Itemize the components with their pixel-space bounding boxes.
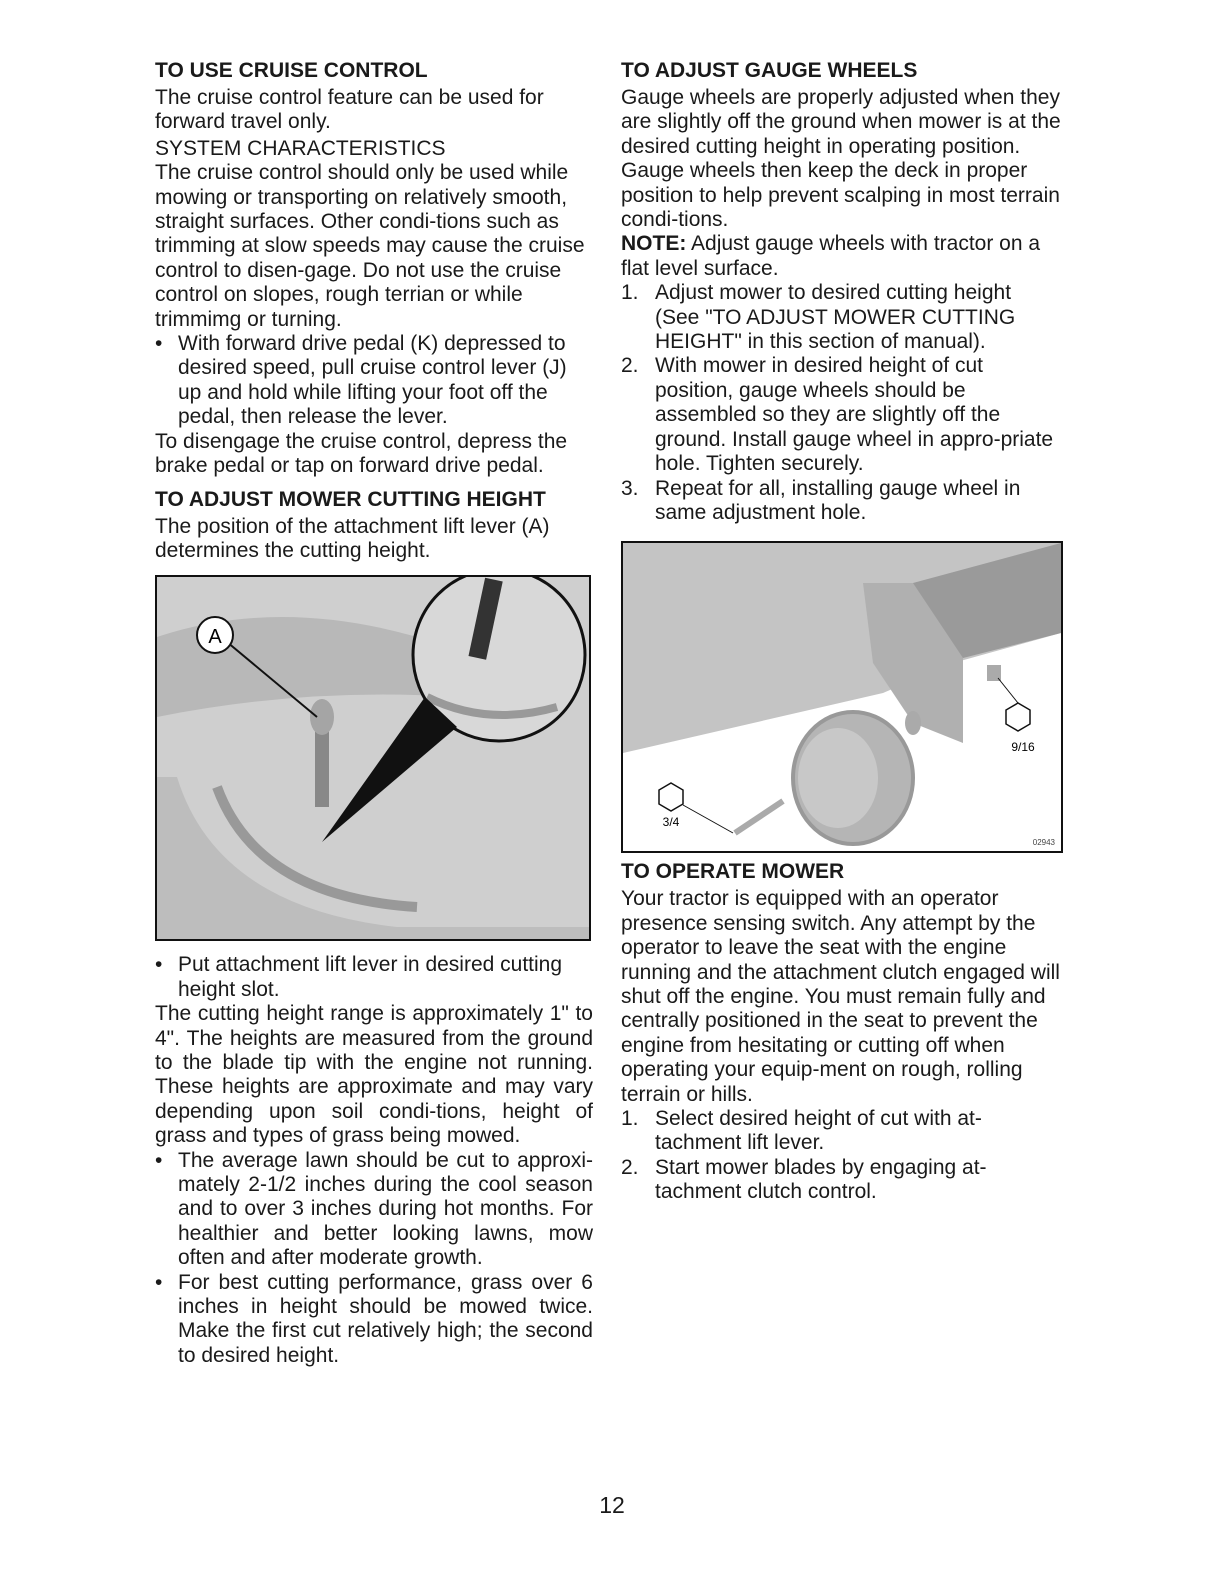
list-item — [155, 1149, 593, 1271]
step-number: 2. — [621, 354, 639, 378]
list-item — [621, 477, 1061, 526]
step-number: 1. — [621, 1106, 639, 1130]
lift-lever-figure — [155, 575, 591, 941]
list-item — [621, 1156, 1061, 1205]
paragraph: The cruise control feature can be used for forward travel only. — [155, 86, 544, 134]
list-item — [155, 953, 593, 1002]
page-number: 12 — [599, 1492, 625, 1518]
subheading: SYSTEM CHARACTERISTICS — [155, 136, 446, 160]
left-column — [155, 58, 593, 1368]
list-item — [155, 1271, 593, 1369]
list-item-text: With mower in desired height of cut position, gauge wheels should be assembled so they are slightly off the ground. Install gauge wheel in appro-priate hole. Tighten securely. — [655, 354, 1054, 476]
list-item-text: The average lawn should be cut to approxi-mately 2-1/2 inches during the cool season and to over 3 inches during hot months. For healthier and better looking lawns, mow often and after moderate growth. — [178, 1148, 593, 1270]
section-heading: TO ADJUST GAUGE WHEELS — [621, 59, 918, 82]
paragraph: Your tractor is equipped with an operator presence sensing switch. Any attempt by the operator to leave the seat with the engine running and the attachment clutch engaged will shut off the engine. You must remain fully and centrally positioned in the seat to prevent the engine from hesitating or cutting off when operating your equip-ment on rough, rolling terrain or hills. — [621, 887, 1060, 1106]
note-text: Adjust gauge wheels with tractor on a flat level surface. — [621, 232, 1041, 280]
step-number: 3. — [621, 476, 639, 500]
list-item-text: Start mower blades by engaging at-tachment clutch control. — [655, 1155, 987, 1204]
gauge-wheels-section — [621, 58, 1061, 853]
list-item-text: With forward drive pedal (K) depressed to desired speed, pull cruise control lever (J) up and hold while lifting your foot off the pedal, then release the lever. — [178, 332, 567, 429]
bullet: • — [155, 1148, 163, 1172]
paragraph: The cutting height range is approximately 1" to 4". The heights are measured from the ground to the blade tip with the engine not running. These heights are approximate and may vary depending upon soil condi-tions, height of grass and types of grass being mowed. — [155, 1002, 593, 1148]
list-item-text: For best cutting performance, grass over 6 inches in height should be mowed twice. Make the first cut relatively high; the second to desired height. — [178, 1270, 593, 1367]
paragraph: The cruise control should only be used while mowing or transporting on relatively smooth, straight surfaces. Other condi-tions such as trimming at slow speeds may cause the cruise control to disen-gage. Do not use the cruise control on slopes, rough terrian or while trimmimg or turning. — [155, 161, 585, 331]
figure-callout-a: A — [208, 626, 222, 649]
list-item — [621, 281, 1061, 354]
gauge-wheel-figure — [621, 541, 1063, 853]
right-column — [621, 58, 1061, 1205]
operate-mower-section — [621, 859, 1061, 1204]
step-number: 1. — [621, 281, 639, 305]
paragraph: Gauge wheels are properly adjusted when they are slightly off the ground when mower is at the desired cutting height in operating position. Gauge wheels then keep the deck in proper position to help prevent scalping in most terrain condi-tions. — [621, 86, 1061, 232]
cruise-control-section — [155, 58, 593, 479]
bullet: • — [155, 953, 163, 977]
paragraph: The position of the attachment lift lever (A) determines the cutting height. — [155, 514, 550, 562]
list-item-text: Put attachment lift lever in desired cutting height slot. — [178, 953, 563, 1001]
bullet: • — [155, 1270, 163, 1294]
nut-size-label: 9/16 — [1011, 740, 1035, 755]
list-item-text: Repeat for all, installing gauge wheel in same adjustment hole. — [655, 476, 1021, 524]
bullet: • — [155, 332, 163, 356]
bolt-size-label: 3/4 — [662, 815, 680, 830]
section-heading: TO USE CRUISE CONTROL — [155, 59, 428, 82]
list-item — [155, 332, 593, 430]
section-heading: TO ADJUST MOWER CUTTING HEIGHT — [155, 487, 546, 511]
note-label: NOTE: — [621, 232, 687, 256]
section-heading: TO OPERATE MOWER — [621, 860, 845, 884]
note — [621, 232, 1061, 281]
figure-id: 02943 — [1032, 838, 1055, 848]
list-item — [621, 1107, 1061, 1156]
step-number: 2. — [621, 1155, 639, 1179]
list-item-text: Select desired height of cut with at-tachment lift lever. — [655, 1106, 982, 1155]
list-item-text: Adjust mower to desired cutting height (See "TO ADJUST MOWER CUTTING HEIGHT" in this section of manual). — [655, 281, 1016, 354]
list-item — [621, 354, 1061, 476]
cutting-height-section — [155, 487, 593, 1369]
paragraph: To disengage the cruise control, depress the brake pedal or tap on forward drive pedal. — [155, 429, 568, 478]
